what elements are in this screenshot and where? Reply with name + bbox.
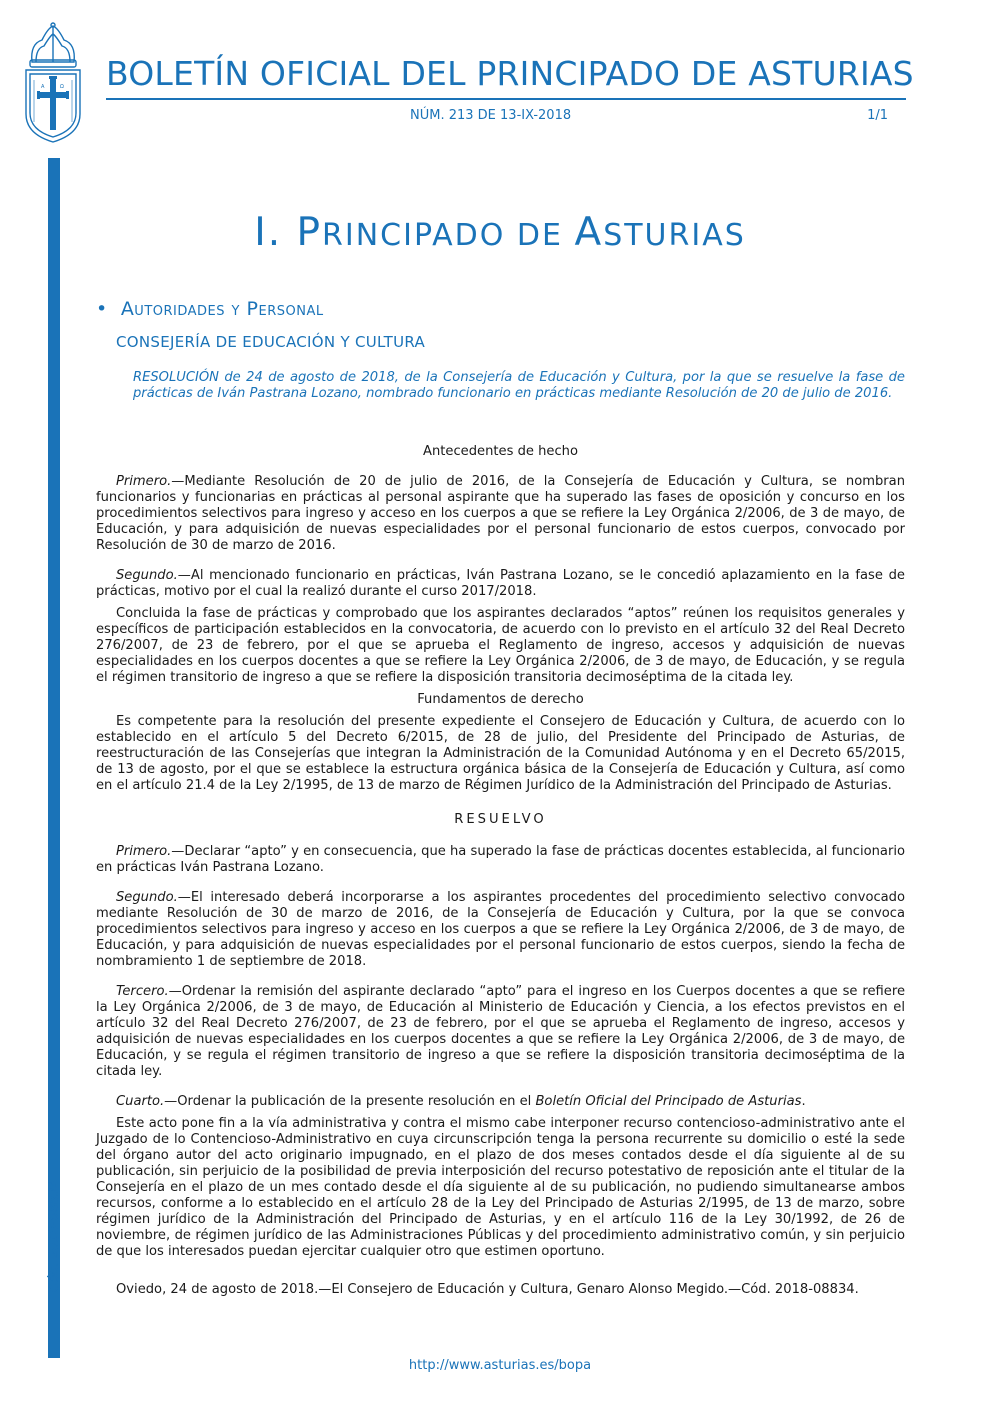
bulletin-name: Boletín Oficial del Principado de Asturias [535,1094,802,1109]
section-title-initial-2: A [574,210,604,255]
footer-link[interactable]: http://www.asturias.es/bopa [408,1358,592,1373]
paragraph-recursos: Este acto pone fin a la vía administrativa y contra el mismo cabe interponer recurso contencioso-administrativo ante el Juzgado de lo Contencioso-Administrativo en cuya circunscripción tenga la persona recurrente su domicilio o esté la sede del órgano autor del acto originario impugnado, en el plazo de dos meses contados desde el día siguiente al de su publicación, sin perjuicio de la posibilidad de previa interposición del recurso potestativo de reposición ante el titular de la Consejería en el plazo de un mes contado desde el día siguiente al de su publicación, no pudiendo simultanearse ambos recursos, conforme a lo establecido en el artículo 28 de la Ley del Principado de Asturias 2/1995, de 13 de marzo, sobre régimen jurídico de la Administración del Principado de Asturias, y en el artículo 116 de la Ley 30/1992, de 26 de noviembre, de régimen jurídico de las Administraciones Públicas y del procedimiento administrativo común, y sin perjuicio de que los interesados puedan ejercitar cualquier otro que estimen oportuno. [96,1116,905,1259]
svg-text:A: A [41,84,45,90]
section-title-part-2: STURIAS [603,218,746,253]
subsection-heading [96,298,324,320]
heading-fundamentos: Fundamentos de derecho [417,692,584,707]
coat-of-arms-crest-icon [22,22,84,144]
paragraph-concluida: Concluida la fase de prácticas y comprobado que los aspirantes declarados “aptos” reúnen los requisitos generales y específicos de participación establecidos en la convocatoria, de acuerdo con lo previsto en el artículo 32 del Real Decreto 276/2007, de 23 de febrero, por el que se aprueba el Reglamento de ingreso, accesos y adquisición de nuevas especialidades en los cuerpos docentes a que se refiere la Ley Orgánica 2/2006, de 3 de mayo, de Educación, y se regula el régimen transitorio de ingreso a que se refiere la disposición transitoria decimoséptima de la citada ley. [96,606,905,685]
resolve-tercero [96,984,905,1080]
section-title [0,210,1000,255]
paragraph-label: Tercero. [116,984,169,999]
resolution-summary: RESOLUCIÓN de 24 de agosto de 2018, de la Consejería de Educación y Cultura, por la que se resuelve la fase de prácticas de Iván Pastrana Lozano, nombrado funcionario en prácticas mediante Resolución de 20 de julio de 2016. [133,370,905,401]
paragraph-text: —Mediante Resolución de 20 de julio de 2016, de la Consejería de Educación y Cultura, se nombran funcionarios y funcionarias en prácticas al personal aspirante que ha superado las fases de oposición y concurso en los procedimientos selectivos para ingreso y acceso en los cuerpos a que se refiere la Ley Orgánica 2/2006, de 3 de mayo, de Educación, y para adquisición de nuevas especialidades por el personal funcionario de estos cuerpos, convocado por Resolución de 30 de marzo de 2016. [96,474,905,553]
paragraph-primero [96,474,905,554]
side-document-code: Cód. 2018-08834 [47,1179,62,1292]
section-title-part: RINCIPADO DE [322,218,575,253]
bulletin-title: BOLETÍN OFICIAL DEL PRINCIPADO DE ASTURIAS [106,54,914,93]
paragraph-text-end: . [801,1094,806,1109]
subsection-label: Autoridades y Personal [120,298,324,320]
paragraph-label: Primero. [116,474,172,489]
paragraph-text: —El interesado deberá incorporarse a los aspirantes procedentes del procedimiento selectivo convocado mediante Resolución de 30 de marzo de 2016, de la Consejería de Educación y Cultura, por la que se convoca procedimientos selectivos para ingreso y acceso en los cuerpos a que se refiere la Ley Orgánica 2/2006, de 3 de mayo, de Educación, y para adquisición de nuevas especialidades por el personal funcionario de estos cuerpos, siendo la fecha de nombramiento 1 de septiembre de 2018. [96,890,905,969]
paragraph-label: Cuarto. [116,1094,165,1109]
resolve-segundo [96,890,905,970]
bullet-icon: • [96,298,108,320]
heading-resuelvo: RESUELVO [454,812,547,827]
document-body [96,444,905,1298]
heading-antecedentes: Antecedentes de hecho [423,444,578,459]
page-number: 1/1 [867,108,888,123]
signature-line: Oviedo, 24 de agosto de 2018.—El Consejero de Educación y Cultura, Genaro Alonso Megido.—Cód. 2018-08834. [116,1282,859,1297]
paragraph-text: —Al mencionado funcionario en prácticas, Iván Pastrana Lozano, se le concedió aplazamiento en la fase de prácticas, motivo por el cual la realizó durante el curso 2017/2018. [96,568,905,599]
header-rule [106,98,906,100]
svg-text:Ω: Ω [60,84,64,90]
paragraph-label: Primero. [116,844,172,859]
paragraph-segundo [96,568,905,600]
side-bar [48,158,60,1358]
resolve-cuarto [96,1094,905,1110]
section-title-initial: I. P [254,210,323,255]
paragraph-competente: Es competente para la resolución del presente expediente el Consejero de Educación y Cultura, de acuerdo con lo establecido en el artículo 5 del Decreto 6/2015, de 28 de julio, del Presidente del Principado de Asturias, de reestructuración de las Consejerías que integran la Administración de la Comunidad Autónoma y en el Decreto 65/2015, de 13 de agosto, por el que se establece la estructura orgánica básica de la Consejería de Educación y Cultura, así como en el artículo 21.4 de la Ley 2/1995, de 13 de marzo de Régimen Jurídico de la Administración del Principado de Asturias. [96,714,905,793]
paragraph-text: —Ordenar la remisión del aspirante declarado “apto” para el ingreso en los Cuerpos docentes a que se refiere la Ley Orgánica 2/2006, de 3 de mayo, de Educación al Ministerio de Educación y Ciencia, a los efectos previstos en el artículo 32 del Real Decreto 276/2007, de 23 de febrero, por el que se aprueba el Reglamento de ingreso, accesos y adquisición de nuevas especialidades en los cuerpos docentes a que se refiere la Ley Orgánica 2/2006, de 3 de mayo, de Educación, y se regula el régimen transitorio de ingreso a que se refiere la disposición transitoria decimoséptima de la citada ley. [96,984,905,1079]
resolve-primero [96,844,905,876]
paragraph-label: Segundo. [116,890,178,905]
paragraph-label: Segundo. [116,568,178,583]
department-name: CONSEJERÍA DE EDUCACIÓN Y CULTURA [116,333,426,351]
paragraph-text: —Ordenar la publicación de la presente resolución en el [164,1094,536,1109]
issue-number: NÚM. 213 DE 13-IX-2018 [410,108,572,123]
paragraph-text: —Declarar “apto” y en consecuencia, que ha superado la fase de prácticas docentes establecida, al funcionario en prácticas Iván Pastrana Lozano. [96,844,905,875]
